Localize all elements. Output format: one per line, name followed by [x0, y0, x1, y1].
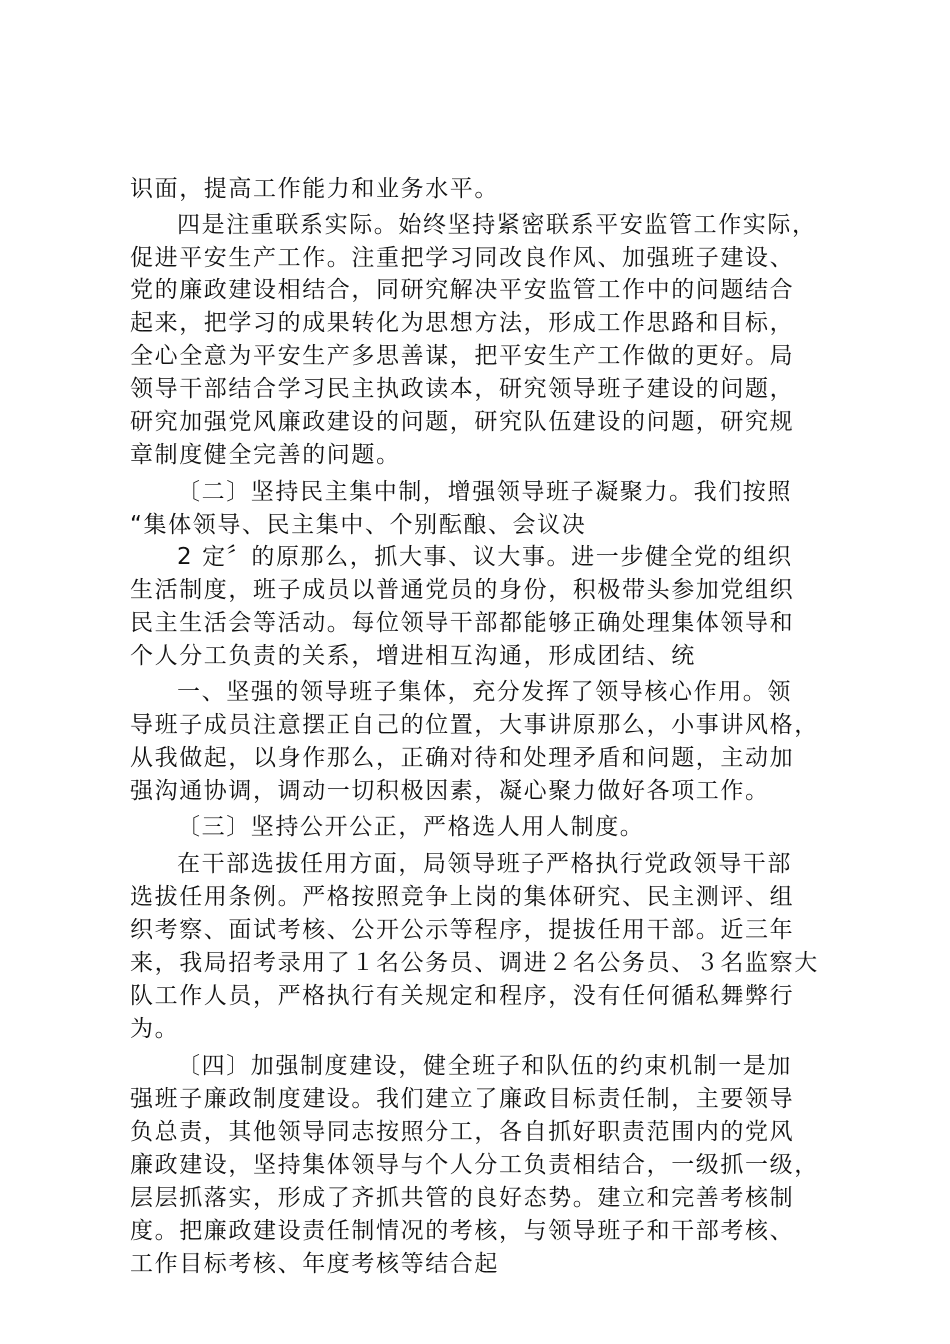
- text-line: 度。把廉政建设责任制情况的考核，与领导班子和干部考核、: [130, 1218, 795, 1244]
- text-line: 工作目标考核、年度考核等结合起: [130, 1251, 499, 1277]
- text-line: 民主生活会等活动。每位领导干部都能够正确处理集体领导和: [130, 610, 795, 636]
- text-line: 织考察、面试考核、公开公示等程序，提拔任用干部。近三年: [130, 917, 795, 943]
- text-line: 负总责，其他领导同志按照分工，各自抓好职责范围内的党风: [130, 1119, 795, 1145]
- text-line: 〔三〕坚持公开公正，严格选人用人制度。: [177, 814, 645, 840]
- text-line: 生活制度，班子成员以普通党员的身份，积极带头参加党组织: [130, 577, 795, 603]
- text-line: 强班子廉政制度建设。我们建立了廉政目标责任制，主要领导: [130, 1086, 795, 1112]
- text-line: 一、坚强的领导班子集体，充分发挥了领导核心作用。领: [177, 679, 792, 705]
- text-line: 廉政建设，坚持集体领导与个人分工负责相结合，一级抓一级，: [130, 1152, 819, 1178]
- text-line: 从我做起，以身作那么，正确对待和处理矛盾和问题，主动加: [130, 745, 795, 771]
- text-line: 四是注重联系实际。始终坚持紧密联系平安监管工作实际，: [177, 212, 817, 238]
- text-line: 〔四〕加强制度建设，健全班子和队伍的约束机制一是加: [177, 1053, 792, 1079]
- text-line: 研究加强党风廉政建设的问题，研究队伍建设的问题，研究规: [130, 409, 795, 435]
- text-line: 个人分工负责的关系，增进相互沟通，形成团结、统: [130, 643, 696, 669]
- text-line: 章制度健全完善的问题。: [130, 442, 401, 468]
- text-line: 起来，把学习的成果转化为思想方法，形成工作思路和目标，: [130, 310, 795, 336]
- text-line: 领导干部结合学习民主执政读本，研究领导班子建设的问题，: [130, 376, 795, 402]
- text-line: 〔二〕坚持民主集中制，增强领导班子凝聚力。我们按照: [177, 479, 792, 505]
- text-line: 促进平安生产工作。注重把学习同改良作风、加强班子建设、: [130, 245, 795, 271]
- text-line: 全心全意为平安生产多思善谋，把平安生产工作做的更好。局: [130, 343, 795, 369]
- text-line: 2 定〞的原那么，抓大事、议大事。进一步健全党的组织: [177, 544, 793, 570]
- text-line: 强沟通协调，调动一切积极因素，凝心聚力做好各项工作。: [130, 778, 770, 804]
- text-line: 来，我局招考录用了１名公务员、调进２名公务员、３名监察大: [130, 950, 819, 976]
- text-line: 层层抓落实，形成了齐抓共管的良好态势。建立和完善考核制: [130, 1185, 795, 1211]
- text-line: 党的廉政建设相结合，同研究解决平安监管工作中的问题结合: [130, 277, 795, 303]
- text-line: 队工作人员，严格执行有关规定和程序，没有任何循私舞弊行: [130, 983, 795, 1009]
- text-line: “集体领导、民主集中、个别酝酿、会议决: [130, 512, 587, 538]
- text-line: 选拔任用条例。严格按照竞争上岗的集体研究、民主测评、组: [130, 884, 795, 910]
- text-line: 为。: [130, 1016, 180, 1042]
- text-line: 在干部选拔任用方面，局领导班子严格执行党政领导干部: [177, 851, 792, 877]
- text-line: 识面，提高工作能力和业务水平。: [130, 176, 499, 202]
- text-line: 导班子成员注意摆正自己的位置，大事讲原那么，小事讲风格，: [130, 712, 819, 738]
